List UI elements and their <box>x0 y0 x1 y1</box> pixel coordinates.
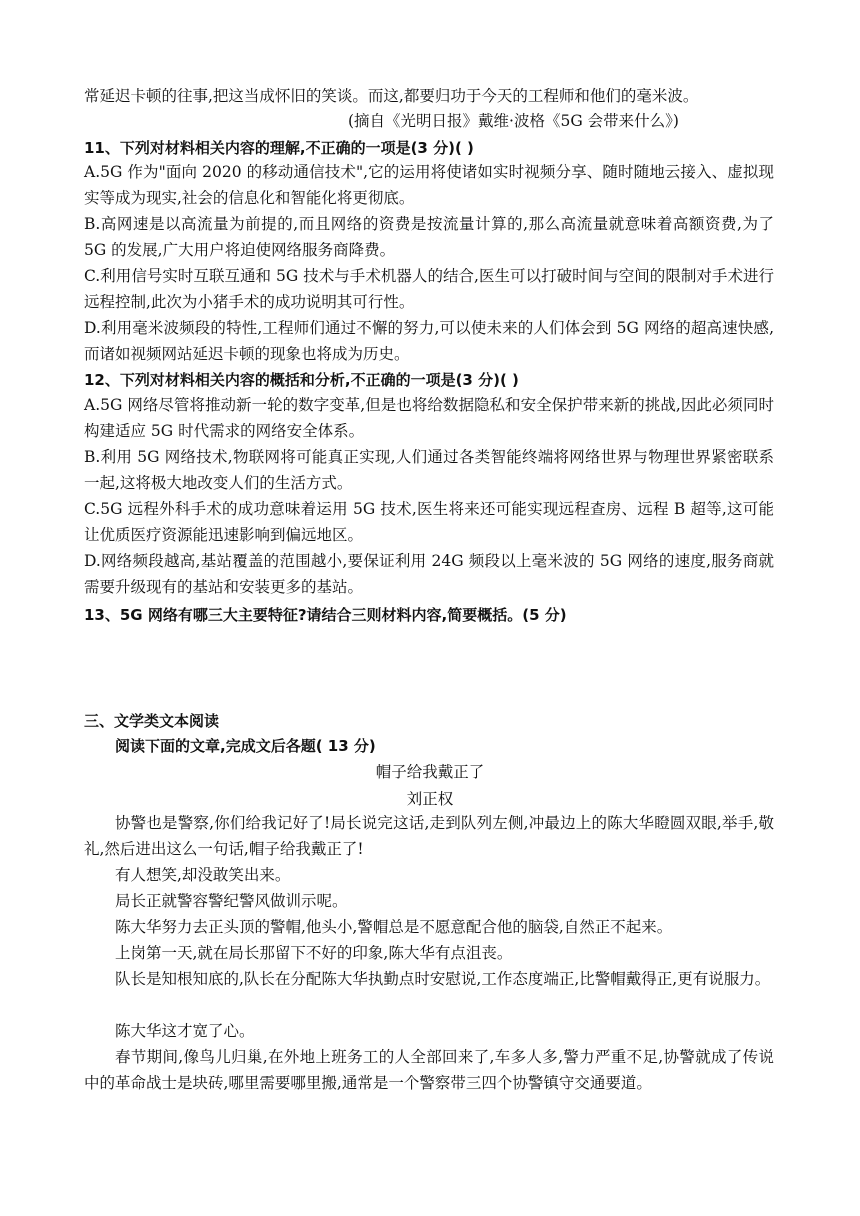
story-paragraph: 局长正就警容警纪警风做训示呢。 <box>115 892 348 910</box>
question-12-stem: 12、下列对材料相关内容的概括和分析,不正确的一项是(3 分)( ) <box>84 371 519 389</box>
story-paragraph: 陈大华这才宽了心。 <box>115 1022 255 1040</box>
section-instruction: 阅读下面的文章,完成文后各题( 13 分) <box>115 737 376 755</box>
q12-option-d: D.网络频段越高,基站覆盖的范围越小,要保证利用 24G 频段以上毫米波的 5G 网络的速度,服务商就需要升级现有的基站和安装更多的基站。 <box>84 552 774 596</box>
story-paragraph: 陈大华努力去正头顶的警帽,他头小,警帽总是不愿意配合他的脑袋,自然正不起来。 <box>115 918 673 936</box>
story-author: 刘正权 <box>406 790 454 808</box>
source-citation: (摘自《光明日报》戴维·波格《5G 会带来什么》) <box>348 112 679 130</box>
q12-option-b: B.利用 5G 网络技术,物联网将可能真正实现,人们通过各类智能终端将网络世界与物理世界紧密联系一起,这将极大地改变人们的生活方式。 <box>84 448 774 492</box>
q11-option-b: B.高网速是以高流量为前提的,而且网络的资费是按流量计算的,那么高流量就意味着高额资费,为了 5G 的发展,广大用户将迫使网络服务商降费。 <box>84 215 774 259</box>
q11-option-c: C.利用信号实时互联互通和 5G 技术与手术机器人的结合,医生可以打破时间与空间的限制对手术进行远程控制,此次为小猪手术的成功说明其可行性。 <box>84 267 774 311</box>
section-heading: 三、文学类文本阅读 <box>84 712 220 730</box>
story-paragraph: 协警也是警察,你们给我记好了!局长说完这话,走到队列左侧,冲最边上的陈大华瞪圆双眼,举手,敬礼,然后进出这么一句话,帽子给我戴正了! <box>84 814 774 858</box>
q11-option-a: A.5G 作为"面向 2020 的移动通信技术",它的运用将使诸如实时视频分享、随时随地云接入、虚拟现实等成为现实,社会的信息化和智能化将更彻底。 <box>84 163 774 207</box>
story-paragraph: 有人想笑,却没敢笑出来。 <box>115 866 291 884</box>
q11-option-d: D.利用毫米波频段的特性,工程师们通过不懈的努力,可以使未来的人们体会到 5G 网络的超高速快感,而诸如视频网站延迟卡顿的现象也将成为历史。 <box>84 319 774 363</box>
question-13-stem: 13、5G 网络有哪三大主要特征?请结合三则材料内容,简要概括。(5 分) <box>84 606 567 624</box>
story-title: 帽子给我戴正了 <box>375 763 485 781</box>
question-11-stem: 11、下列对材料相关内容的理解,不正确的一项是(3 分)( ) <box>84 139 474 157</box>
q12-option-a: A.5G 网络尽管将推动新一轮的数字变革,但是也将给数据隐私和安全保护带来新的挑战,因此必须同时构建适应 5G 时代需求的网络安全体系。 <box>84 396 774 440</box>
passage-tail: 常延迟卡顿的往事,把这当成怀旧的笑谈。而这,都要归功于今天的工程师和他们的毫米波。 <box>84 87 699 105</box>
story-paragraph: 春节期间,像鸟儿归巢,在外地上班务工的人全部回来了,车多人多,警力严重不足,协警就成了传说中的革命战士是块砖,哪里需要哪里搬,通常是一个警察带三四个协警镇守交通要道。 <box>84 1048 774 1092</box>
story-paragraph: 上岗第一天,就在局长那留下不好的印象,陈大华有点沮丧。 <box>115 944 513 962</box>
q12-option-c: C.5G 远程外科手术的成功意味着运用 5G 技术,医生将来还可能实现远程查房、远程 B 超等,这可能让优质医疗资源能迅速影响到偏远地区。 <box>84 500 774 544</box>
story-paragraph: 队长是知根知底的,队长在分配陈大华执勤点时安慰说,工作态度端正,比警帽戴得正,更有说服力。 <box>115 970 771 988</box>
